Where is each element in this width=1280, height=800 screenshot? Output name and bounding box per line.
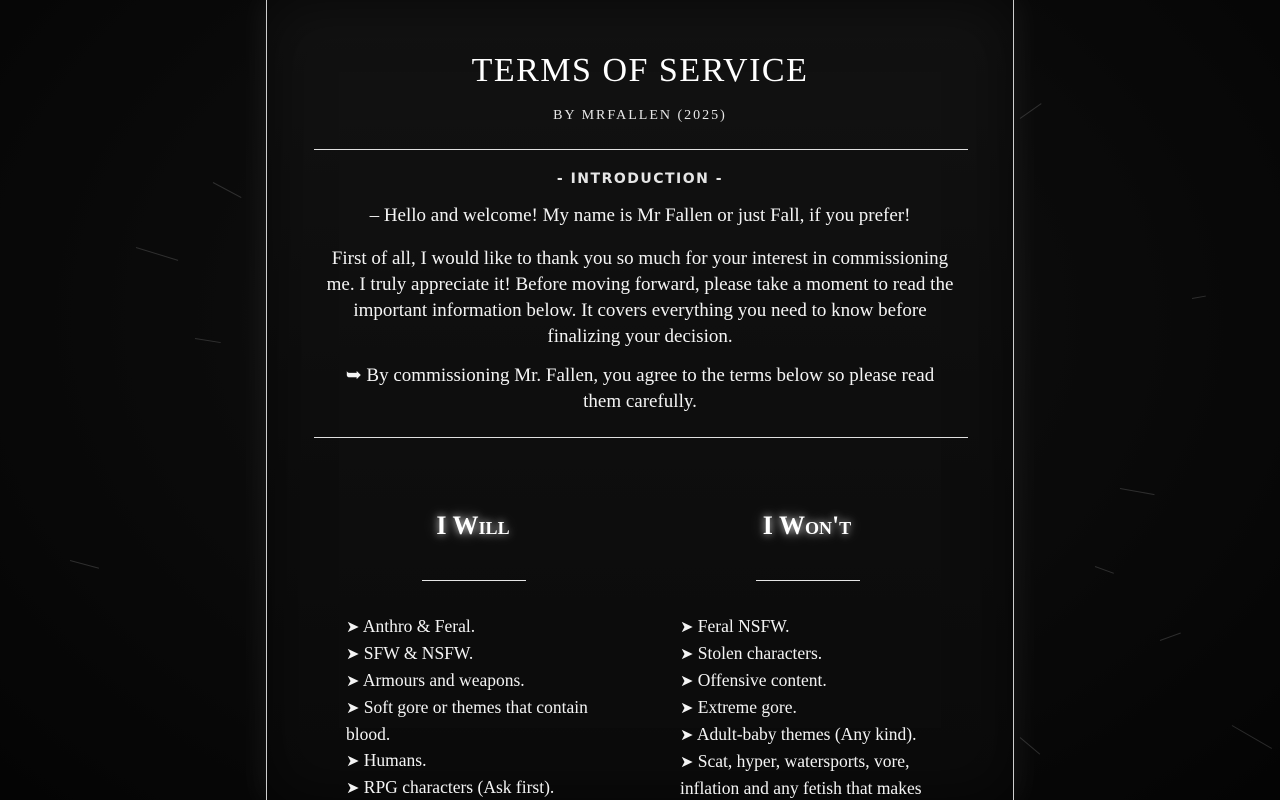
will-list-item [346,613,596,640]
will-item-text: Armours and weapons. [362,670,525,690]
arrow-bullet-icon: ➤ [680,725,694,744]
will-list [346,613,596,800]
byline: BY MRFALLEN (2025) [553,108,727,123]
arrow-bullet-icon: ➤ [680,752,694,771]
intro-agreement: ➥ By commissioning Mr. Fallen, you agree to the terms below so please read them carefully. [345,365,935,412]
terms-panel [266,0,1014,800]
wont-item-text: Extreme gore. [697,697,797,717]
arrow-bullet-icon: ➤ [346,698,360,717]
will-item-text: RPG characters (Ask first). [363,777,555,797]
will-item-text: Anthro & Feral. [362,616,476,636]
will-list-item [346,694,596,747]
wont-list-item [680,667,940,694]
wont-heading: I Won't [762,511,852,540]
wont-list-item [680,721,940,748]
will-item-text: Humans. [363,750,427,770]
page-title: TERMS OF SERVICE [471,52,809,89]
arrow-bullet-icon: ➤ [346,751,360,770]
arrow-bullet-icon: ➤ [680,644,694,663]
wont-list-item [680,640,940,667]
intro-paragraph: First of all, I would like to thank you so much for your interest in commissioning me. I truly appreciate it! Before moving forward, please take a moment to read the important information below. It covers everything you need to know before finalizing your decision. [326,248,954,347]
arrow-bullet-icon: ➤ [680,698,694,717]
will-list-item [346,667,596,694]
will-item-text: Soft gore or themes that contain blood. [346,697,588,744]
wont-list-item [680,613,940,640]
wont-item-text: Adult-baby themes (Any kind). [696,724,917,744]
will-heading: I Will [436,511,510,540]
intro-bottom-divider [314,437,968,438]
wont-item-text: Feral NSFW. [697,616,790,636]
wont-list-item [680,694,940,721]
arrow-bullet-icon: ➤ [346,644,360,663]
arrow-bullet-icon: ➤ [346,617,360,636]
will-list-item [346,774,596,800]
wont-list-item [680,748,940,800]
arrow-bullet-icon: ➤ [346,671,360,690]
wont-divider [756,580,860,581]
arrow-bullet-icon: ➤ [346,778,360,797]
arrow-bullet-icon: ➤ [680,617,694,636]
arrow-bullet-icon: ➤ [680,671,694,690]
wont-list [680,613,940,800]
introduction-heading: - INTRODUCTION - [556,171,724,187]
will-list-item [346,747,596,774]
wont-item-text: Scat, hyper, watersports, vore, inflation and any fetish that makes [680,751,922,798]
top-divider [314,149,968,150]
will-item-text: SFW & NSFW. [363,643,474,663]
will-divider [422,580,526,581]
wont-item-text: Offensive content. [697,670,827,690]
intro-greeting: – Hello and welcome! My name is Mr Fallen or just Fall, if you prefer! [369,205,911,226]
wont-item-text: Stolen characters. [697,643,823,663]
will-list-item [346,640,596,667]
